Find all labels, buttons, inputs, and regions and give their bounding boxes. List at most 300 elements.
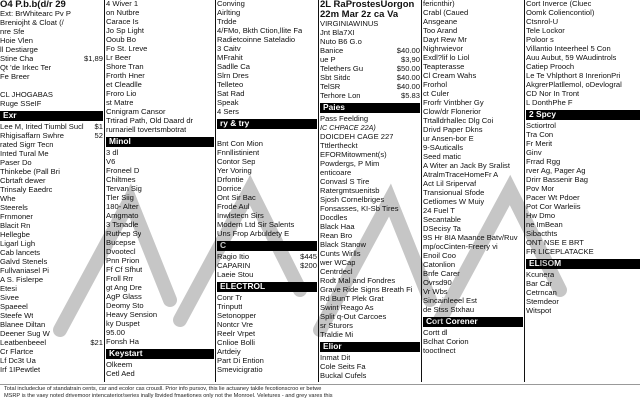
option-price (212, 329, 214, 338)
option-price (101, 321, 103, 330)
option-label: Dvootecl (106, 247, 136, 256)
option-label: Drivd Paper Dkns (423, 126, 483, 134)
option-price (315, 185, 317, 194)
option-label: Artdeiy (217, 347, 241, 356)
option-price: $40.00 (396, 82, 420, 91)
option-price (315, 366, 317, 375)
option-label: Seed matic (423, 153, 461, 161)
option-price (212, 203, 214, 212)
option-label: Pot Cor Warleiis (526, 202, 581, 211)
option-label: Tervan Sig (106, 184, 142, 193)
option-price (418, 196, 420, 205)
option-line (423, 27, 523, 36)
option-label: Airlting (217, 9, 241, 17)
option-line (423, 72, 523, 81)
option-line (320, 354, 420, 363)
option-line (217, 158, 317, 167)
option-price (521, 347, 523, 356)
option-label: Yer Voring (217, 166, 252, 175)
option-price (418, 115, 420, 124)
option-price: $3,90 (400, 55, 420, 64)
option-price (101, 177, 103, 186)
option-line (320, 322, 420, 331)
option-price (315, 0, 317, 9)
option-label: rated Sigrr Tecn (0, 140, 54, 149)
option-price (521, 180, 523, 189)
option-price (315, 45, 317, 54)
option-line (106, 221, 214, 230)
option-price (101, 150, 103, 159)
option-line (423, 126, 523, 135)
option-label: wer WCap (320, 258, 356, 267)
option-label: ur Ansen-bor E (423, 135, 474, 143)
option-line (0, 357, 103, 366)
option-line (423, 225, 523, 234)
option-label: L DonthPhe F (526, 99, 573, 107)
option-price (418, 29, 420, 38)
option-label: Setonopper (217, 311, 257, 320)
option-label: nre Sfe (0, 27, 25, 36)
option-line (106, 81, 214, 90)
option-label: Buckal Cufels (320, 371, 367, 380)
disclaimer-footer (0, 384, 640, 413)
option-price (315, 81, 317, 90)
option-label: Slrn Dres (217, 72, 249, 80)
section-header (217, 241, 317, 251)
option-label: Frnmoner (0, 212, 33, 221)
option-label: Kcunera (526, 270, 555, 279)
option-price (521, 72, 523, 81)
option-label: Ovrsd90 (423, 279, 452, 287)
option-label: Bnfe Carer (423, 270, 460, 278)
option-label: gt Ang Dre (106, 283, 142, 292)
option-price (315, 72, 317, 81)
option-label: Trinsaly Eaedrc (0, 185, 53, 194)
option-label: Breniojht & Cloat (/ (0, 18, 64, 27)
option-label: Cetl Aed (106, 369, 135, 378)
option-line (423, 261, 523, 270)
option-price (101, 141, 103, 150)
option-line (0, 195, 103, 204)
option-price (101, 37, 103, 46)
option-price (315, 348, 317, 357)
option-line (217, 27, 317, 36)
option-label: Fonsasses, KI-Sb Tires (320, 204, 399, 213)
section-header (526, 110, 640, 120)
option-price (315, 99, 317, 108)
option-line (320, 133, 420, 142)
option-price: $21 (90, 338, 103, 347)
option-label: Cr Flartce (0, 347, 34, 356)
option-line (320, 313, 420, 322)
option-label: 4/FMo, Bkth Ction,llite Fa (217, 27, 303, 35)
option-label: Teapterasse (423, 63, 465, 71)
option-line (320, 304, 420, 313)
option-line (423, 81, 523, 90)
option-price (418, 268, 420, 277)
option-line (106, 176, 214, 185)
option-label: AkgrerPlatllemol, oDevlogral (526, 81, 622, 89)
option-price (212, 149, 214, 158)
option-label: Hellegbe (0, 230, 30, 239)
option-price (418, 160, 420, 169)
option-price (315, 63, 317, 72)
option-label: rver Ag, Pager Ag (526, 166, 586, 175)
option-label: ry & try (220, 119, 250, 128)
option-line (320, 187, 420, 196)
option-label: 24 Fuel T (423, 207, 455, 215)
option-line (423, 252, 523, 261)
option-price (212, 257, 214, 266)
option-line (423, 90, 523, 99)
option-price (418, 169, 420, 178)
option-price (521, 144, 523, 153)
option-price (315, 54, 317, 63)
option-line (423, 36, 523, 45)
option-label: Bar Car (526, 279, 553, 288)
option-line (320, 268, 420, 277)
option-price (521, 338, 523, 347)
option-line (320, 169, 420, 178)
option-label: Reelr Vrpet (217, 329, 256, 338)
option-line (320, 160, 420, 169)
option-label: Drirr Bassenir Bag (526, 175, 589, 184)
option-line (423, 347, 523, 356)
option-price (315, 330, 317, 339)
option-price (315, 36, 317, 45)
option-price (521, 329, 523, 338)
options-column (106, 0, 214, 382)
option-price (212, 117, 214, 126)
option-label: Clow/dr Flonerior (423, 108, 481, 116)
option-label: Inmat Dit (320, 353, 351, 362)
option-price (315, 312, 317, 321)
option-label: FR LICEPLATACKE (526, 247, 594, 256)
option-price (101, 348, 103, 357)
option-label: 3 Tsnadle (106, 220, 139, 229)
option-label: Ruge SSeIF (0, 99, 42, 108)
option-line (106, 320, 214, 329)
option-line (423, 18, 523, 27)
option-price (212, 36, 214, 45)
option-label: Nighrwievor (423, 45, 464, 53)
option-line (106, 194, 214, 203)
option-price (212, 284, 214, 293)
option-price (212, 266, 214, 275)
section-header (320, 103, 420, 113)
option-line (217, 221, 317, 230)
option-line (0, 258, 103, 267)
option-price (418, 313, 420, 322)
option-label: Catiep Prooch (526, 63, 575, 71)
option-label: Cort Inverce (Cluec (526, 0, 592, 8)
option-label: Jnt Bla7XI (320, 28, 355, 37)
option-label: Rean Bro (320, 231, 353, 240)
options-column (526, 0, 640, 382)
option-label: Le Te Vhlpthort 8 InrerionPri (526, 72, 621, 80)
option-line (526, 298, 640, 307)
option-label: C (220, 240, 227, 250)
option-line (106, 230, 214, 239)
option-label: Poloor s (526, 36, 554, 44)
option-label: Spaeeel (0, 302, 28, 311)
option-price (212, 81, 214, 90)
option-label: Split q-Out Carcoes (320, 312, 387, 321)
option-line (106, 149, 214, 158)
option-line (526, 221, 640, 230)
option-label: Frorth Hner (106, 72, 145, 80)
option-price (101, 285, 103, 294)
option-line (423, 99, 523, 108)
option-label: Uns Frop Arbuldety E (217, 229, 290, 238)
option-label: Inted Tural Me (0, 149, 49, 158)
option-line (106, 36, 214, 45)
option-price: 52 (94, 131, 103, 140)
option-price (212, 176, 214, 185)
option-label: Fe Breer (0, 72, 30, 81)
option-line (106, 329, 214, 338)
option-label: Chiltmes (106, 175, 136, 184)
option-line (423, 234, 523, 243)
option-line (0, 348, 103, 357)
option-line (423, 162, 523, 171)
option-line (0, 91, 103, 100)
option-price (521, 117, 523, 126)
option-line (106, 248, 214, 257)
option-line (0, 222, 103, 231)
option-price (418, 133, 420, 142)
section-header (320, 342, 420, 352)
option-label: Cortt dl (423, 328, 448, 337)
option-label: Ext: BrWhitearc Pv P (0, 9, 71, 18)
option-line (423, 306, 523, 315)
option-line (423, 180, 523, 189)
option-line (320, 142, 420, 151)
option-line (423, 117, 523, 126)
option-label: Trinputt (217, 302, 243, 311)
option-price (521, 270, 523, 279)
option-price (101, 100, 103, 109)
option-label: Conving (217, 0, 245, 8)
option-label: 22m Mar 2z ca Va (320, 9, 399, 20)
option-label: on Nutbre (106, 9, 140, 17)
option-price (521, 198, 523, 207)
option-price (101, 186, 103, 195)
option-price (521, 216, 523, 225)
option-price (212, 293, 214, 302)
option-label: Carace Is (106, 18, 139, 26)
option-label: Terhore Lon (320, 91, 361, 100)
option-line (217, 72, 317, 81)
option-line (106, 72, 214, 81)
option-line (0, 100, 103, 109)
option-label: A Witer an Jack By Sralist (423, 162, 510, 170)
option-price (315, 230, 317, 239)
options-column (0, 0, 103, 382)
option-label: Grave Ride Signs Breath Fi (320, 285, 413, 294)
option-line (526, 167, 640, 176)
option-price (212, 370, 214, 379)
option-price (315, 9, 317, 18)
title-line (320, 0, 420, 10)
option-label: AgP Glass (106, 292, 142, 301)
option-line (320, 196, 420, 205)
option-price (315, 18, 317, 27)
option-price (101, 82, 103, 91)
option-label: Contor Sep (217, 157, 256, 166)
option-label: Cab lancets (0, 248, 41, 257)
option-price (101, 46, 103, 55)
option-label: Ginv (526, 148, 542, 157)
option-line (0, 46, 103, 55)
option-price (418, 354, 420, 363)
section-header (0, 111, 103, 121)
option-label: Frorfr Vintbher Gy (423, 99, 484, 107)
option-price (521, 108, 523, 117)
option-price (315, 203, 317, 212)
option-label: 180- Alter (106, 202, 139, 211)
option-price (212, 248, 214, 257)
option-label: Docdles (320, 213, 348, 222)
option-label: Auu Aubut, 59 WAudintrols (526, 54, 617, 62)
option-line (106, 311, 214, 320)
option-line (0, 249, 103, 258)
option-label: 3 Caitv (217, 45, 241, 53)
option-label: 9-SAuticalls (423, 144, 464, 152)
option-label: Froll Rrr (106, 274, 134, 283)
option-price (212, 45, 214, 54)
option-line (106, 54, 214, 63)
option-price (521, 81, 523, 90)
option-label: rurnariell tovertsmbotrat (106, 126, 187, 134)
section-header (423, 317, 523, 327)
option-label: Thinkebe (Pall Bri (0, 167, 60, 176)
option-label: Witspot (526, 306, 552, 315)
option-label: Sadlle Ca (217, 63, 250, 71)
option-label: Dorrice (217, 184, 242, 193)
option-price (212, 239, 214, 248)
option-label: Paser Do (0, 158, 32, 167)
option-price: $5.83 (400, 91, 420, 100)
option-price (521, 288, 523, 297)
option-label: Ligarl Ligh (0, 239, 36, 248)
option-price: $50.00 (396, 64, 420, 73)
option-label: Sctiortrol (526, 121, 556, 130)
option-line (217, 99, 317, 108)
option-line (0, 213, 103, 222)
option-price (212, 361, 214, 370)
option-line (217, 348, 317, 357)
option-line (320, 29, 420, 38)
column-divider (104, 0, 105, 382)
option-line (526, 72, 640, 81)
option-label: V6 (106, 157, 116, 166)
option-line (423, 144, 523, 153)
option-line (423, 288, 523, 297)
option-line (217, 253, 317, 262)
option-label: Vr Wbs (423, 288, 448, 296)
option-label: Whe (0, 194, 16, 203)
option-price (212, 311, 214, 320)
option-label: Lf Dc3t Ua (0, 356, 36, 365)
option-line (217, 9, 317, 18)
section-header (106, 137, 214, 147)
option-line (526, 239, 640, 248)
option-label: Conr Tr (217, 293, 243, 302)
option-line (106, 275, 214, 284)
option-line (320, 223, 420, 232)
option-label: Laeie Stou (217, 270, 254, 279)
option-price (212, 63, 214, 72)
option-line (320, 295, 420, 304)
option-line (217, 212, 317, 221)
option-label: CAPARIN (217, 261, 251, 270)
option-line (106, 126, 214, 135)
option-price (521, 207, 523, 216)
option-line (217, 149, 317, 158)
option-line (0, 132, 103, 141)
option-label: ue P (320, 55, 336, 64)
option-line (217, 176, 317, 185)
option-line (0, 73, 103, 82)
option-line (0, 19, 103, 28)
option-label: Exr (3, 110, 17, 120)
option-label: Ont Sir Bac (217, 193, 256, 202)
option-line (106, 370, 214, 379)
option-label: Nuto B6 G.o (320, 37, 362, 46)
option-line (423, 108, 523, 117)
option-label: Sivee (0, 293, 19, 302)
option-label: Black Haa (320, 222, 355, 231)
option-price (521, 297, 523, 306)
option-line (0, 303, 103, 312)
option-label: Frrad Rgg (526, 157, 561, 166)
option-label: Elior (323, 341, 342, 351)
option-line (526, 271, 640, 280)
option-line (0, 285, 103, 294)
option-line (217, 262, 317, 271)
option-price (212, 167, 214, 176)
option-label: DSecisy Ta (423, 225, 461, 233)
options-column (423, 0, 523, 382)
option-line (526, 307, 640, 316)
section-header (217, 282, 317, 292)
option-line (217, 131, 317, 140)
option-price (418, 232, 420, 241)
option-label: Etesi (0, 284, 17, 293)
option-line (217, 339, 317, 348)
option-label: Centrdecl (320, 267, 353, 276)
option-line (320, 124, 420, 133)
option-price (101, 19, 103, 28)
option-price (418, 277, 420, 286)
option-line (526, 27, 640, 36)
option-line (0, 82, 103, 91)
option-label: Telleteo (217, 81, 244, 89)
option-price (315, 303, 317, 312)
option-price (521, 36, 523, 45)
option-label: Trdde (217, 18, 237, 26)
option-label: Cole Seits Fa (320, 362, 366, 371)
option-label: Cetliomes W Muiy (423, 198, 485, 206)
option-label: Tra Con (526, 130, 554, 139)
option-line (320, 47, 420, 56)
option-label: Stine Cha (0, 54, 34, 63)
option-line (106, 239, 214, 248)
option-line (106, 302, 214, 311)
option-price (315, 131, 317, 140)
option-label: Smevicigratio (217, 365, 263, 374)
